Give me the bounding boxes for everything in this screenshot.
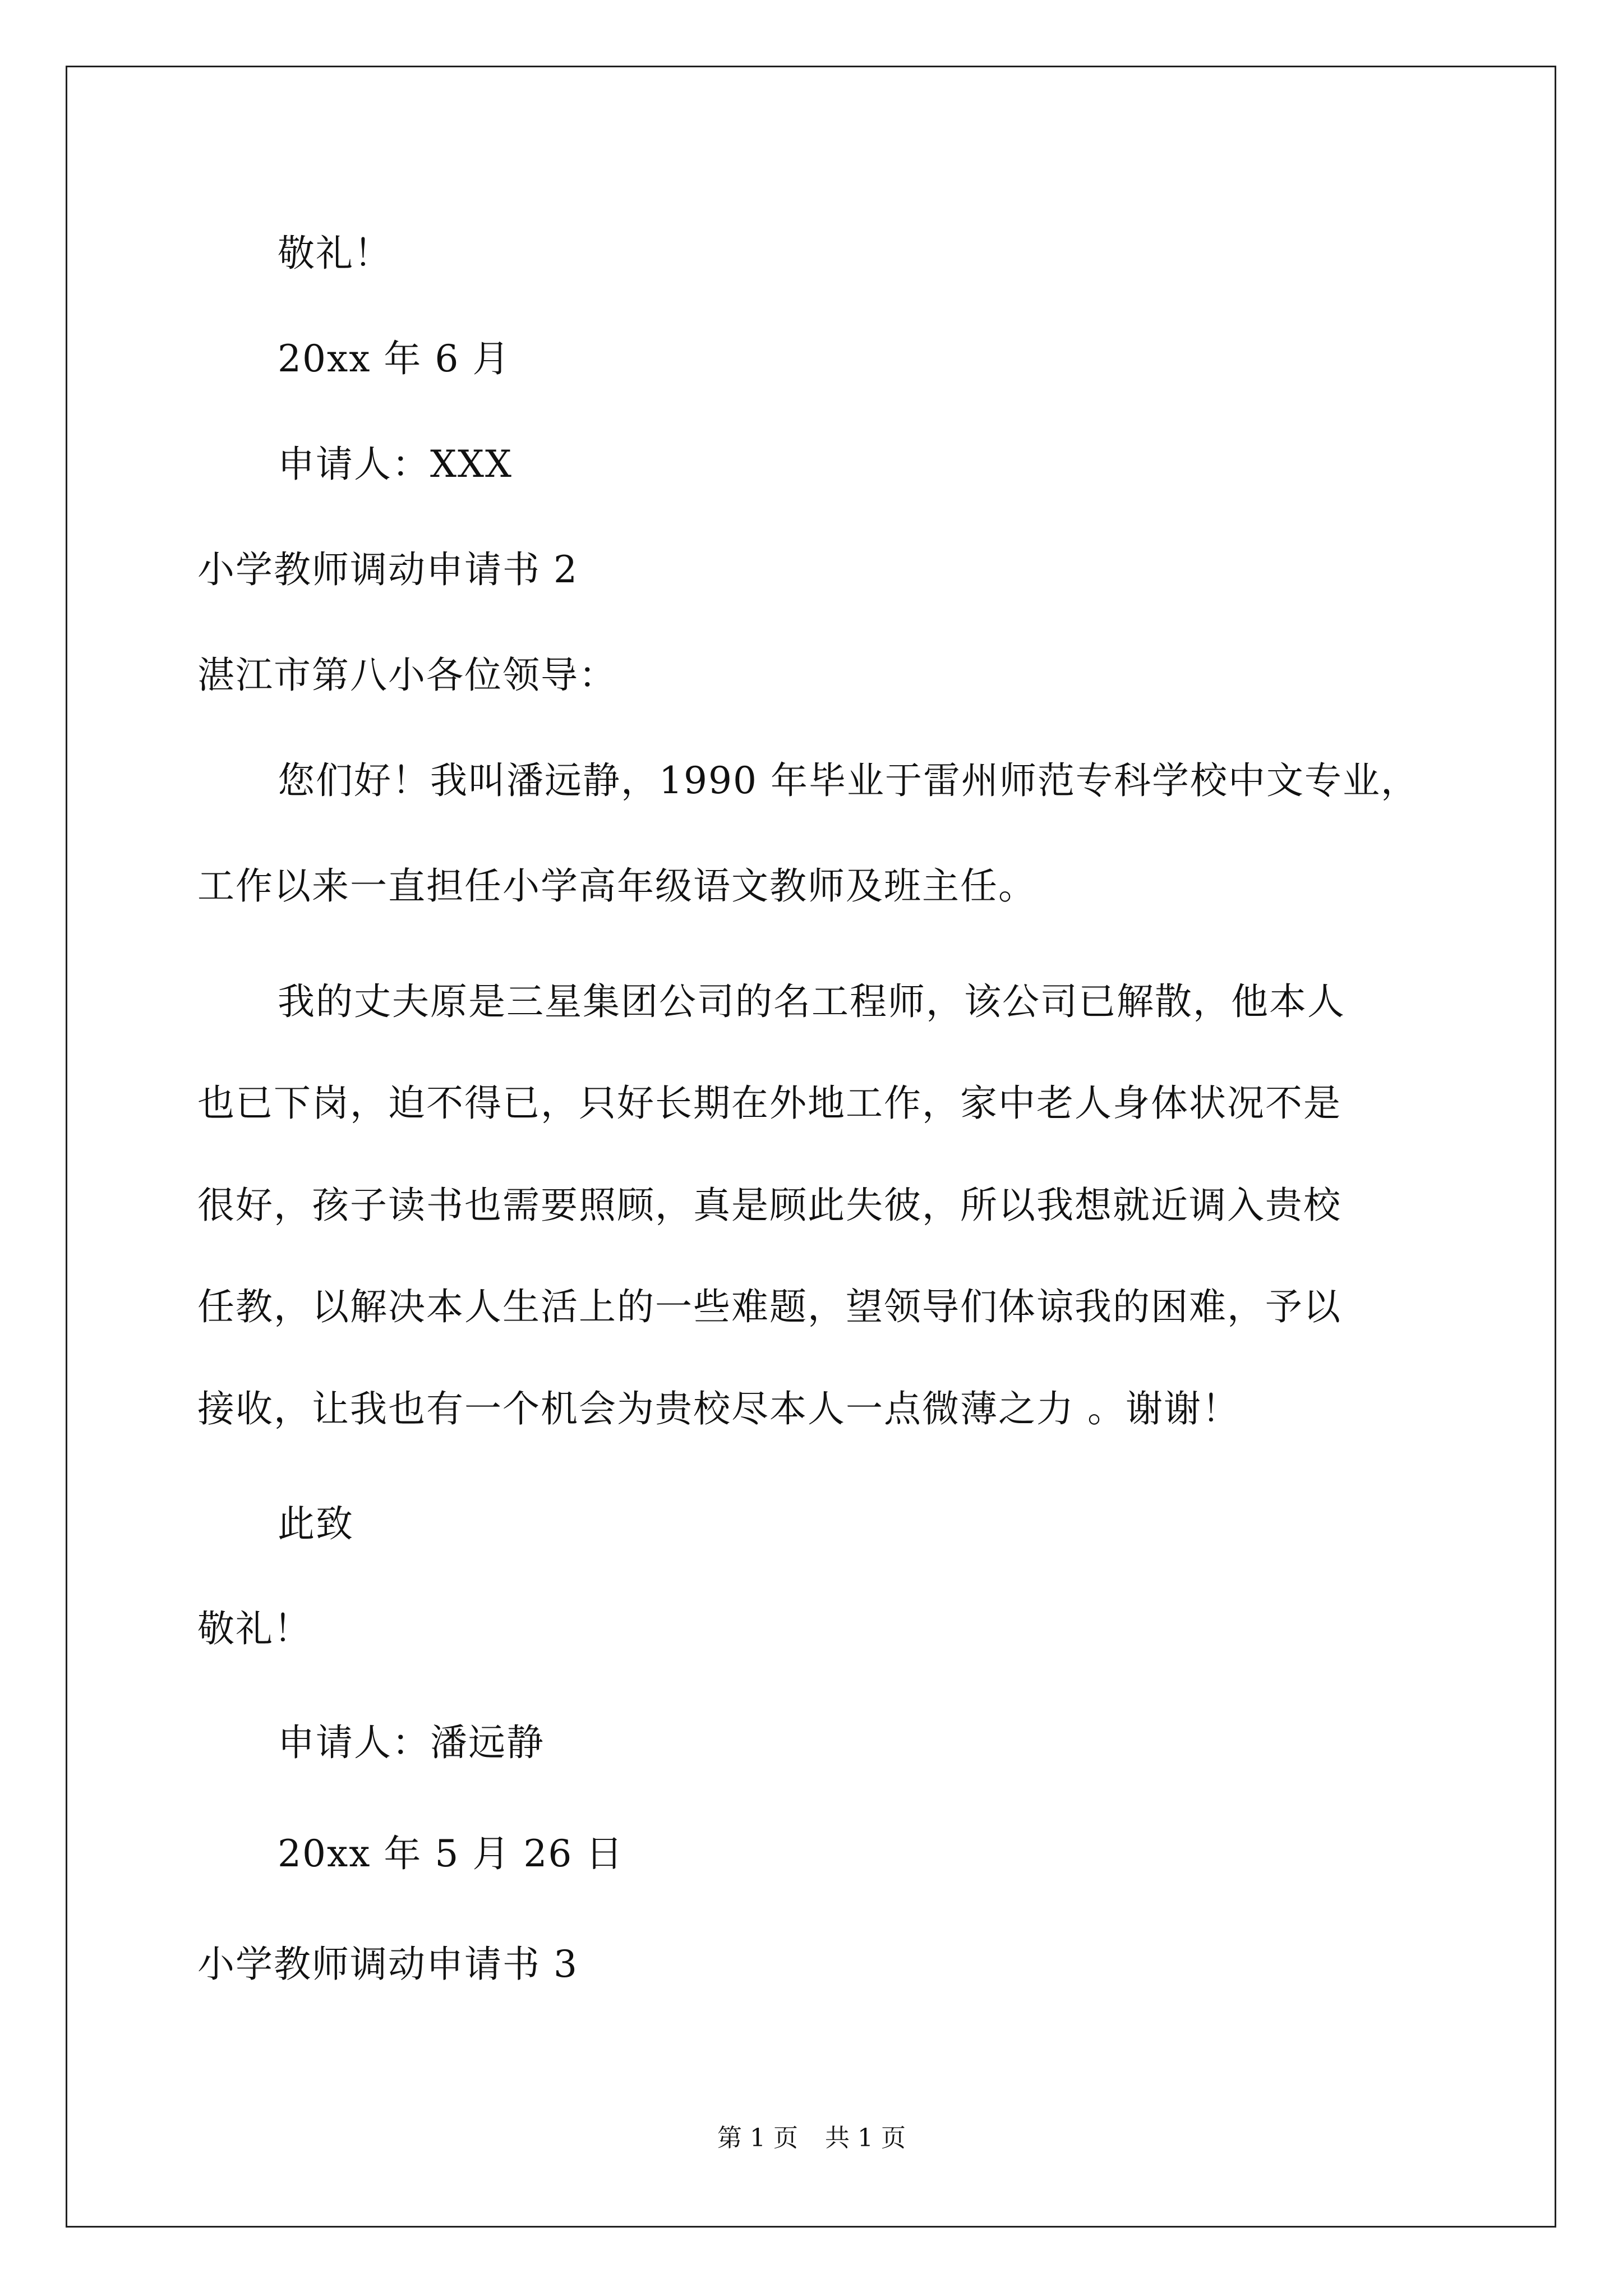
section-title-3: 小学教师调动申请书 3 <box>197 1943 578 1986</box>
body-paragraph-2-line-4: 任教，以解决本人生活上的一些难题，望领导们体谅我的困难，予以 <box>197 1285 1341 1328</box>
closing-salute-2: 敬礼！ <box>197 1607 312 1650</box>
applicant-line-1: 申请人：XXX <box>278 443 513 486</box>
page-total: 共 1 页 <box>825 2124 906 2152</box>
applicant-line-2: 申请人：潘远静 <box>278 1721 545 1764</box>
closing-respect: 此致 <box>278 1502 354 1545</box>
body-paragraph-2-line-2: 也已下岗，迫不得已，只好长期在外地工作，家中老人身体状况不是 <box>197 1082 1341 1125</box>
body-paragraph-1-line-2: 工作以来一直担任小学高年级语文教师及班主任。 <box>197 864 1036 908</box>
salutation: 湛江市第八小各位领导： <box>197 654 617 697</box>
page-border <box>66 66 1556 2228</box>
date-line-2: 20xx 年 5 月 26 日 <box>278 1832 624 1875</box>
body-paragraph-2-line-5: 接收，让我也有一个机会为贵校尽本人一点微薄之力 。谢谢！ <box>197 1387 1240 1430</box>
body-paragraph-2-line-1: 我的丈夫原是三星集团公司的名工程师，该公司已解散，他本人 <box>278 980 1345 1023</box>
page-footer <box>0 2122 1623 2155</box>
section-title-2: 小学教师调动申请书 2 <box>197 548 578 591</box>
page-number: 第 1 页 <box>717 2124 798 2152</box>
closing-salute-1: 敬礼！ <box>278 232 392 275</box>
date-line-1: 20xx 年 6 月 <box>278 337 511 380</box>
body-paragraph-2-line-3: 很好，孩子读书也需要照顾，真是顾此失彼，所以我想就近调入贵校 <box>197 1184 1341 1227</box>
body-paragraph-1-line-1: 您们好！我叫潘远静，1990 年毕业于雷州师范专科学校中文专业， <box>278 759 1419 802</box>
